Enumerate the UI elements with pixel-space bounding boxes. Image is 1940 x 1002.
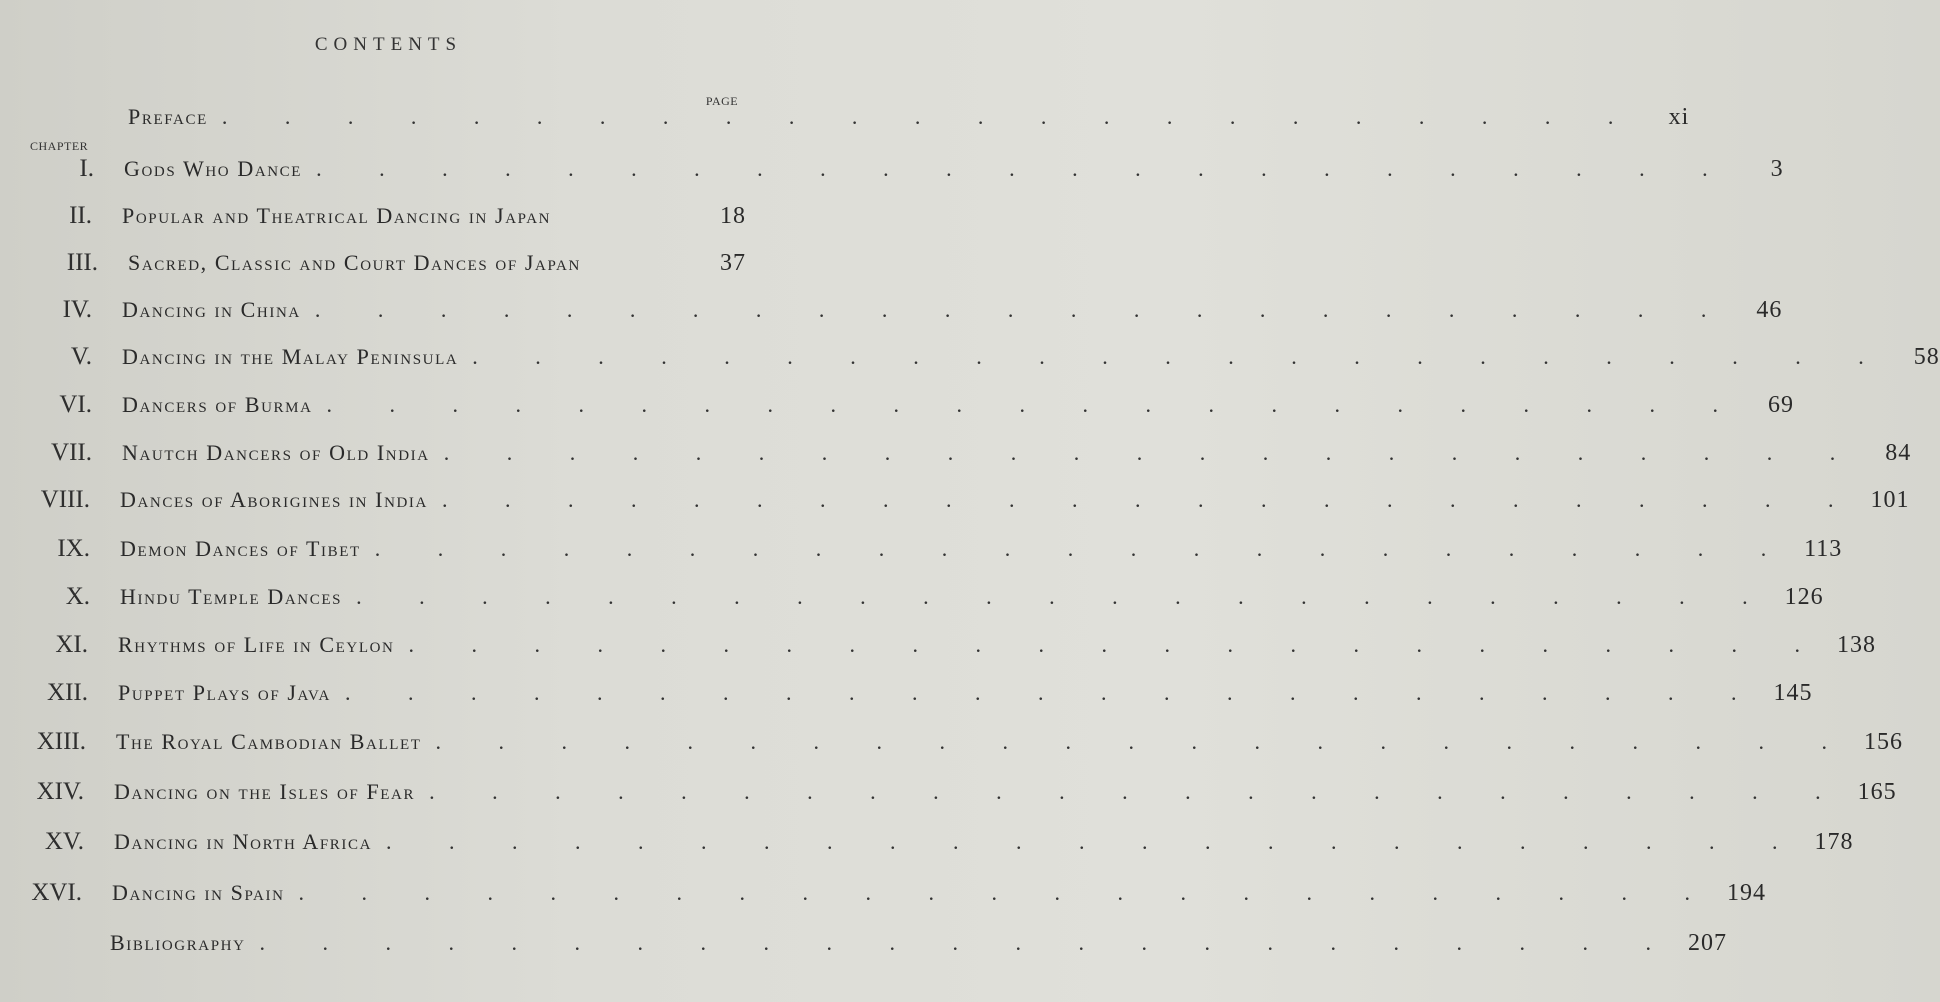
chapter-number: XII. [47,679,88,706]
dot-leader: . . . . . . . . . . . . . . . . . . . . . . . [259,930,1678,955]
entry-title: Bibliography [110,930,246,955]
entry-title: Nautch Dancers of Old India [122,440,430,465]
dot-leader: . . . . . . . . . . . . . . . . . . . . . . . [408,632,1826,657]
toc-entry-chapter [30,155,1784,195]
chapter-number: VI. [59,391,92,418]
contents-heading: CONTENTS [314,34,463,55]
toc-entry-chapter [26,583,1824,623]
dot-leader: . . . . . . . . . . . . . . . . . . . . . . . [298,880,1717,905]
chapter-number: V. [70,343,92,370]
entry-title: Demon Dances of Tibet [120,536,361,561]
chapter-number: I. [79,155,94,182]
dot-leader: . . . . . . . . . . . . . . . . . . . . . . . [316,156,1734,181]
entry-title: The Royal Cambodian Ballet [116,729,422,754]
page-number: 207 [1688,930,1728,956]
dot-leader: . . . . . . . . . . . . . . . . . . . . . . . [356,584,1774,609]
dot-leader: . . . . . . . . . . . . . . . . . . . . . . . [326,392,1745,417]
toc-entry-chapter [28,439,1912,479]
toc-entry-chapter [24,679,1813,719]
dot-leader: . . . . . . . . . . . . . . . . . . . . . . . [344,680,1763,705]
dot-leader: . . . . . . . . . . . . . . . . . . . . . . . [441,487,1860,512]
chapter-number: X. [65,583,90,610]
entry-title: Dances of Aborigines in India [120,487,428,512]
toc-entry-chapter [20,828,1854,868]
toc-entry-chapter [28,296,1783,336]
page-number: 69 [1768,392,1795,418]
page-number: 46 [1756,297,1783,323]
dot-leader: . . . . . . . . . . . . . . . . . . . . . . . [386,829,1804,854]
toc-entry-chapter [20,778,1897,818]
entry-title: Rhythms of Life in Ceylon [118,632,395,657]
toc-entry-chapter [28,343,1940,383]
page-number: 3 [1770,156,1784,182]
entry-title: Dancers of Burma [122,392,313,417]
entry-title: Dancing in Spain [112,880,285,905]
page-number: 145 [1773,680,1813,706]
chapter-number: XI. [55,631,88,658]
page-number: 18 [720,203,746,229]
page-number: 84 [1885,440,1912,466]
dot-leader: . . . . . . . . . . . . . . . . . . . . . . . [221,104,1640,129]
chapter-number: VIII. [40,486,90,513]
page-number: 165 [1857,779,1897,805]
chapter-number: IX. [57,535,90,562]
entry-title: Gods Who Dance [124,156,303,181]
chapter-number: IV. [62,296,92,323]
page-number: 156 [1864,729,1904,755]
toc-entry-chapter [28,391,1795,431]
toc-entry-chapter [26,486,1910,526]
chapter-number: XIII. [36,728,86,755]
dot-leader: . . . . . . . . . . . . . . . . . . . . . . . [314,297,1733,322]
toc-entry-chapter [26,535,1843,575]
entry-title: Dancing in China [122,297,301,322]
entry-title: Dancing on the Isles of Fear [114,779,416,804]
toc-entry-preface [34,104,1690,144]
chapter-number: XIV. [36,778,84,805]
toc-entry-chapter [24,631,1876,671]
chapter-column-label: CHAPTER [30,139,89,153]
page-column-label: PAGE [705,94,739,108]
toc-entry-chapter [34,249,746,289]
entry-title: Dancing in the Malay Peninsula [122,344,459,369]
toc-entry-chapter [22,728,1904,768]
entry-title: Puppet Plays of Java [118,680,331,705]
dot-leader: . . . . . . . . . . . . . . . . . . . . . . . [374,536,1793,561]
dot-leader: . . . . . . . . . . . . . . . . . . . . . . . [472,344,1890,369]
page-number: 113 [1804,536,1843,562]
page-number: 37 [720,250,746,276]
page-number: 138 [1836,632,1876,658]
chapter-number: XV. [44,828,84,855]
entry-title: Preface [128,104,208,129]
toc-entry-chapter [18,879,1767,919]
toc-entry-bibliography [16,930,1728,970]
page-number: 178 [1814,829,1854,855]
chapter-number: XVI. [31,879,82,906]
page-number: 58 [1913,344,1940,370]
entry-title: Popular and Theatrical Dancing in Japan [122,203,552,228]
page-number: 194 [1727,880,1767,906]
page-number: xi [1668,104,1690,130]
dot-leader: . . . . . . . . . . . . . . . . . . . . . . . [435,729,1854,754]
toc-entry-chapter [28,202,746,242]
entry-title: Dancing in North Africa [114,829,373,854]
chapter-number: III. [66,249,98,276]
page-number: 101 [1870,487,1910,513]
entry-title: Sacred, Classic and Court Dances of Japan [128,250,581,275]
page-number: 126 [1784,584,1824,610]
chapter-number: VII. [51,439,92,466]
dot-leader: . . . . . . . . . . . . . . . . . . . . . . . [429,779,1847,804]
chapter-number: II. [69,202,92,229]
entry-title: Hindu Temple Dances [120,584,343,609]
dot-leader: . . . . . . . . . . . . . . . . . . . . . . . [443,440,1862,465]
